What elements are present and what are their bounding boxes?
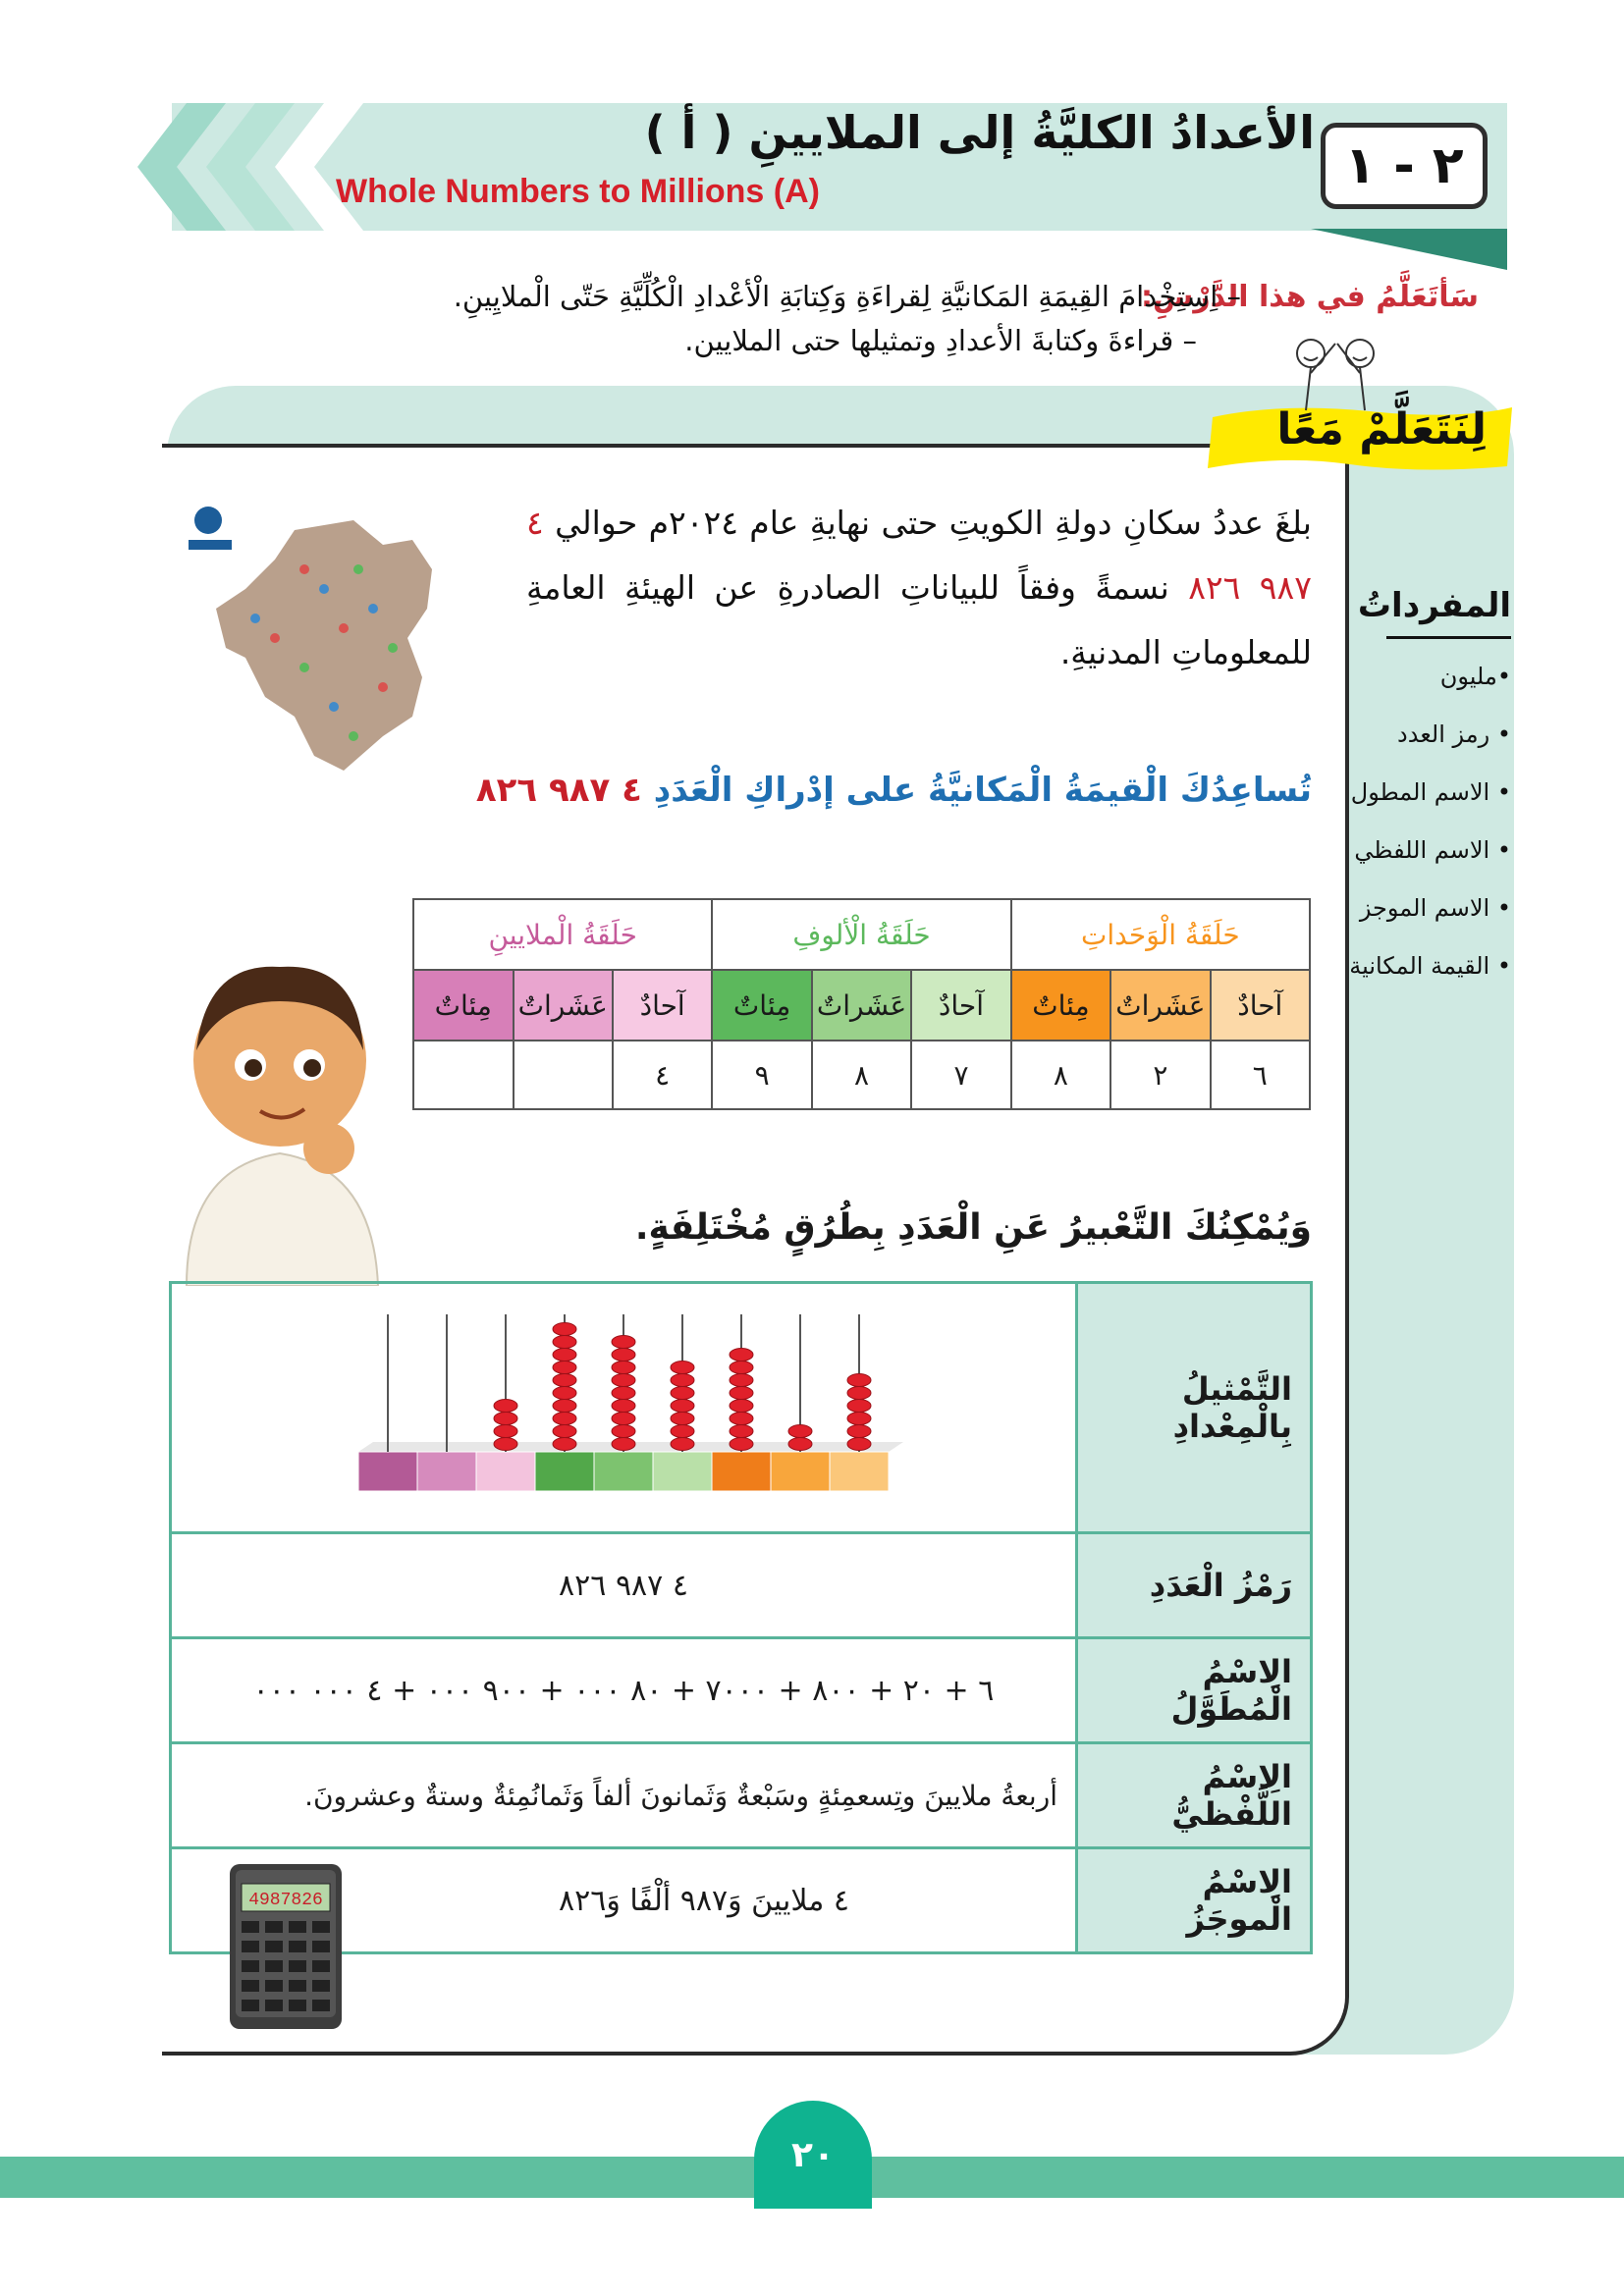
header-corner-fold (1311, 229, 1507, 270)
abacus-bead (494, 1425, 517, 1438)
abacus-base-segment (358, 1452, 417, 1491)
abacus-bead (671, 1425, 694, 1438)
abacus-bead (847, 1438, 871, 1451)
abacus-bead (671, 1374, 694, 1387)
units-period-header: حَلَقَةُ الْوَحَداتِ (1011, 899, 1310, 970)
place-header: مِئاتٌ (712, 970, 811, 1041)
abacus-bead (671, 1438, 694, 1451)
abacus-base-segment (476, 1452, 535, 1491)
thinking-boy-illustration (167, 942, 393, 1286)
abacus-bead (730, 1413, 753, 1425)
calculator-icon (228, 1862, 344, 2031)
abacus-bead (612, 1374, 635, 1387)
abacus-bead (730, 1438, 753, 1451)
abacus-bead (553, 1387, 576, 1400)
abacus-bead (847, 1387, 871, 1400)
digit-cell: ٩ (712, 1041, 811, 1109)
millions-period-header: حَلَقَةُ الْملايينِ (413, 899, 712, 970)
vocabulary-title: المفرداتُ (1357, 586, 1511, 625)
abacus-bead (788, 1438, 812, 1451)
word-form-label: الِاسْمُ اللَّفْظيُّ (1077, 1743, 1312, 1848)
digit-cell: ٢ (1110, 1041, 1210, 1109)
abacus-diagram (329, 1305, 918, 1511)
digit-cell: ٧ (911, 1041, 1010, 1109)
abacus-base-segment (830, 1452, 889, 1491)
place-value-text: تُساعِدُكَ الْقيمَةُ الْمَكانيَّةُ على إدْراكِ الْعَدَدِ (653, 771, 1312, 810)
short-form-value: ٤ ملايينَ وَ٩٨٧ ألْفًا وَ٨٢٦ (171, 1848, 1077, 1953)
abacus-bead (553, 1400, 576, 1413)
abacus-bead (671, 1387, 694, 1400)
abacus-bead (612, 1400, 635, 1413)
abacus-bead (730, 1425, 753, 1438)
abacus-bead (612, 1349, 635, 1362)
lesson-number: ٢ - ١ (1344, 136, 1464, 195)
expanded-form-value: ٦ + ٢٠ + ٨٠٠ + ٧٠٠٠ + ٨٠ ٠٠٠ + ٩٠٠ ٠٠٠ + ٤ ٠٠٠ ٠٠٠ (171, 1638, 1077, 1743)
kuwait-crowd-map-image (187, 491, 471, 771)
place-header: مِئاتٌ (413, 970, 514, 1041)
digit-cell: ٦ (1211, 1041, 1310, 1109)
vocabulary-item: • القيمة المكانية (1349, 952, 1511, 980)
abacus-bead (553, 1374, 576, 1387)
thousands-period-header: حَلَقَةُ الْألوفِ (712, 899, 1010, 970)
vocabulary-item: • الاسم اللفظي (1354, 836, 1511, 864)
digit-cell: ٨ (1011, 1041, 1110, 1109)
place-header: آحادٌ (1211, 970, 1310, 1041)
express-ways-title: وَيُمْكِنُكَ التَّعْبيرُ عَنِ الْعَدَدِ بِطُرُقٍ مُخْتَلِفَةٍ. (634, 1207, 1312, 1248)
vocabulary-item: • الاسم الموجز (1359, 894, 1511, 922)
digit-cell (413, 1041, 514, 1109)
intro-paragraph (526, 491, 1312, 685)
abacus-bead (494, 1438, 517, 1451)
digit-cell: ٤ (613, 1041, 712, 1109)
lesson-number-box (1321, 123, 1488, 209)
vocabulary-item: • الاسم المطول (1350, 778, 1511, 806)
abacus-bead (612, 1425, 635, 1438)
population-number: ٤ ٩٨٧ ٨٢٦ (526, 504, 1312, 607)
abacus-bead (730, 1362, 753, 1374)
abacus-bead (553, 1438, 576, 1451)
abacus-bead (612, 1336, 635, 1349)
place-header: مِئاتٌ (1011, 970, 1110, 1041)
chevron-decoration-icon (137, 103, 363, 231)
place-header: آحادٌ (613, 970, 712, 1041)
abacus-bead (494, 1413, 517, 1425)
content-card-border (162, 444, 1227, 448)
abacus-bead (553, 1336, 576, 1349)
abacus-bead (553, 1349, 576, 1362)
digit-cell (514, 1041, 613, 1109)
abacus-base-segment (712, 1452, 771, 1491)
lesson-title-english: Whole Numbers to Millions (A) (336, 173, 820, 210)
place-header: عَشَراتٌ (514, 970, 613, 1041)
abacus-bead (612, 1362, 635, 1374)
place-value-table (412, 898, 1311, 1110)
kids-cheering-icon (1276, 334, 1394, 412)
number-representations-table (169, 1281, 1313, 1954)
calculator-display: 4987826 (248, 1891, 323, 1910)
page-number: ٢٠ (791, 2134, 835, 2175)
place-header: آحادٌ (911, 970, 1010, 1041)
abacus-cell (171, 1283, 1077, 1533)
place-header: عَشَراتٌ (1110, 970, 1210, 1041)
objective-item-1: – اِستِخْدامَ القِيمَةِ المَكانيَّةِ لِقراءَةِ وَكِتابَةِ الْأعْدادِ الْكُلِّيَّةِ حَتّى الْملايِينِ. (453, 280, 1241, 313)
abacus-bead (847, 1374, 871, 1387)
objectives-label: سَأتَعَلَّمُ في هذا الدَّرْسِ: (1140, 280, 1479, 314)
abacus-bead (553, 1323, 576, 1336)
abacus-bead (730, 1387, 753, 1400)
abacus-label: التَّمْثيلُ بِالْمِعْدادِ (1077, 1283, 1312, 1533)
abacus-bead (847, 1400, 871, 1413)
intro-text-1: بلغَ عددُ سكانِ دولةِ الكويتِ حتى نهايةِ عام ٢٠٢٤م حوالي (555, 504, 1312, 542)
abacus-bead (612, 1387, 635, 1400)
abacus-bead (847, 1425, 871, 1438)
word-form-value: أربعةُ ملايينَ وتِسعمِئةٍ وسَبْعةٌ وَثَمانونَ ألفاً وَثَمانُمِئةٌ وستةٌ وعشرونَ. (171, 1743, 1077, 1848)
section-title: لِنَتَعَلَّمْ مَعًا (1276, 404, 1487, 454)
short-form-label: الِاسْمُ الْموجَزُ (1077, 1848, 1312, 1953)
abacus-bead (847, 1413, 871, 1425)
number-symbol-value: ٤ ٩٨٧ ٨٢٦ (171, 1533, 1077, 1638)
place-value-sentence (476, 771, 1312, 810)
abacus-bead (730, 1374, 753, 1387)
place-header: عَشَراتٌ (812, 970, 911, 1041)
abacus-bead (730, 1349, 753, 1362)
page-number-tab (754, 2101, 872, 2209)
objective-item-2: – قراءةَ وكتابةَ الأعدادِ وتمثيلها حتى الملايين. (684, 324, 1197, 357)
abacus-bead (553, 1413, 576, 1425)
lesson-title-arabic: الأعدادُ الكليَّةُ إلى الملايينِ ( أ ) (644, 106, 1315, 159)
abacus-base-segment (417, 1452, 476, 1491)
place-value-number: ٤ ٩٨٧ ٨٢٦ (475, 771, 642, 810)
abacus-base-segment (653, 1452, 712, 1491)
number-symbol-label: رَمْزُ الْعَدَدِ (1077, 1533, 1312, 1638)
abacus-bead (612, 1438, 635, 1451)
abacus-bead (671, 1362, 694, 1374)
expanded-form-label: الِاسْمُ الْمُطَوَّلُ (1077, 1638, 1312, 1743)
digit-cell: ٨ (812, 1041, 911, 1109)
vocabulary-item: •مليون (1439, 663, 1511, 690)
vocabulary-underline (1386, 636, 1511, 639)
abacus-base-segment (771, 1452, 830, 1491)
abacus-bead (730, 1400, 753, 1413)
abacus-bead (671, 1400, 694, 1413)
abacus-bead (553, 1362, 576, 1374)
abacus-base-segment (594, 1452, 653, 1491)
abacus-bead (612, 1413, 635, 1425)
abacus-base-segment (535, 1452, 594, 1491)
vocabulary-list (1349, 648, 1511, 995)
abacus-bead (788, 1425, 812, 1438)
vocabulary-item: • رمز العدد (1397, 721, 1511, 748)
abacus-bead (494, 1400, 517, 1413)
abacus-bead (553, 1425, 576, 1438)
intro-text-2: نسمةً وفقاً للبياناتِ الصادرةِ عن الهيئةِ العامةِ للمعلوماتِ المدنيةِ. (526, 568, 1312, 671)
abacus-bead (671, 1413, 694, 1425)
